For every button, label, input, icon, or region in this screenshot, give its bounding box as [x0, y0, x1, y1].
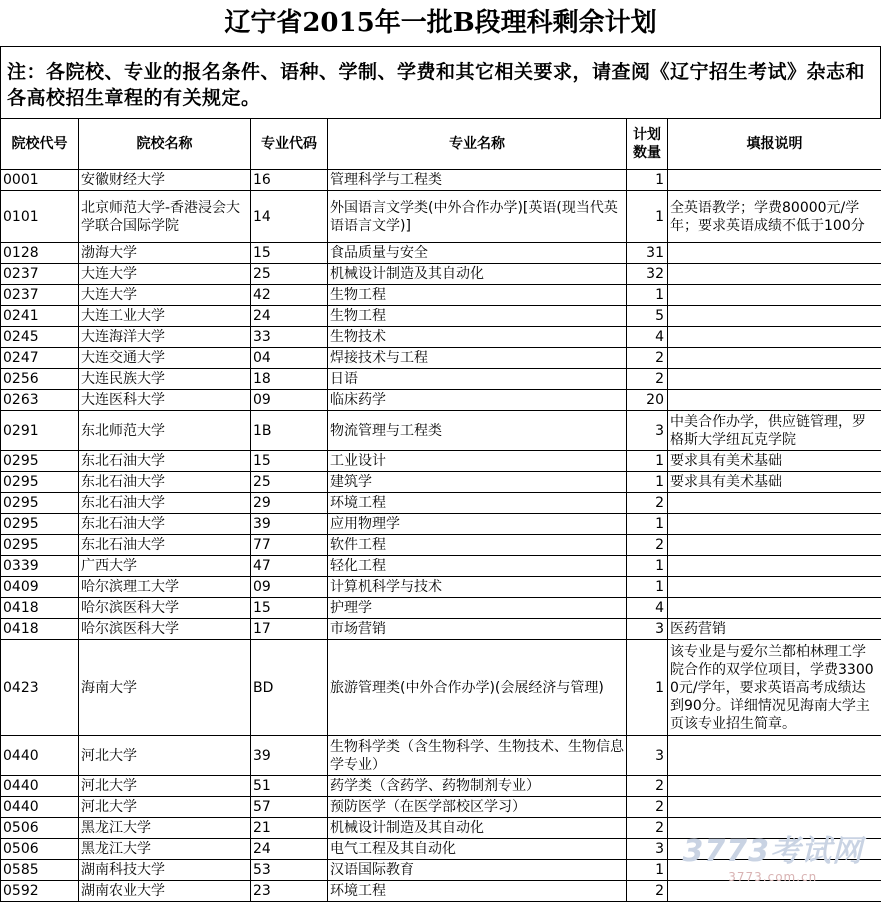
remaining-plan-table — [0, 118, 881, 902]
cell-notes — [668, 736, 881, 776]
cell-major-name: 预防医学（在医学部校区学习） — [328, 797, 627, 818]
cell-major-name: 机械设计制造及其自动化 — [328, 818, 627, 839]
cell-school-name: 大连交通大学 — [79, 348, 251, 369]
header-major-name: 专业名称 — [328, 119, 627, 170]
cell-plan-count: 1 — [627, 640, 668, 736]
cell-school-name: 哈尔滨理工大学 — [79, 577, 251, 598]
cell-major-code: 15 — [251, 451, 328, 472]
cell-major-name: 药学类（含药学、药物制剂专业） — [328, 776, 627, 797]
cell-school-code: 0263 — [1, 390, 79, 411]
cell-school-name: 东北石油大学 — [79, 514, 251, 535]
cell-school-name: 北京师范大学-香港浸会大学联合国际学院 — [79, 191, 251, 243]
cell-plan-count: 31 — [627, 243, 668, 264]
cell-major-name: 临床药学 — [328, 390, 627, 411]
cell-major-name: 计算机科学与技术 — [328, 577, 627, 598]
cell-major-name: 市场营销 — [328, 619, 627, 640]
table-row — [1, 306, 881, 327]
table-row — [1, 348, 881, 369]
cell-major-name: 旅游管理类(中外合作办学)(会展经济与管理) — [328, 640, 627, 736]
cell-school-code: 0418 — [1, 598, 79, 619]
cell-major-code: 1B — [251, 411, 328, 451]
cell-school-name: 河北大学 — [79, 797, 251, 818]
cell-plan-count: 1 — [627, 472, 668, 493]
cell-major-code: BD — [251, 640, 328, 736]
cell-notes — [668, 776, 881, 797]
table-row — [1, 797, 881, 818]
cell-school-name: 黑龙江大学 — [79, 818, 251, 839]
cell-plan-count: 1 — [627, 860, 668, 881]
cell-school-code: 0101 — [1, 191, 79, 243]
cell-school-code: 0291 — [1, 411, 79, 451]
table-row — [1, 390, 881, 411]
cell-school-code: 0295 — [1, 535, 79, 556]
table-row — [1, 493, 881, 514]
cell-plan-count: 4 — [627, 598, 668, 619]
cell-notes — [668, 535, 881, 556]
cell-school-code: 0295 — [1, 514, 79, 535]
cell-major-code: 14 — [251, 191, 328, 243]
cell-notes: 该专业是与爱尔兰都柏林理工学院合作的双学位项目，学费33000元/学年，要求英语高考成绩达到90分。详细情况见海南大学主页该专业招生简章。 — [668, 640, 881, 736]
cell-plan-count: 2 — [627, 535, 668, 556]
cell-major-name: 机械设计制造及其自动化 — [328, 264, 627, 285]
cell-major-code: 04 — [251, 348, 328, 369]
header-plan-count: 计划数量 — [627, 119, 668, 170]
cell-school-name: 东北石油大学 — [79, 451, 251, 472]
cell-major-code: 29 — [251, 493, 328, 514]
table-row — [1, 472, 881, 493]
cell-school-code: 0237 — [1, 264, 79, 285]
cell-school-name: 湖南科技大学 — [79, 860, 251, 881]
header-notes: 填报说明 — [668, 119, 881, 170]
cell-plan-count: 3 — [627, 411, 668, 451]
table-row — [1, 514, 881, 535]
table-row — [1, 598, 881, 619]
cell-major-code: 18 — [251, 369, 328, 390]
cell-school-name: 大连工业大学 — [79, 306, 251, 327]
cell-notes — [668, 598, 881, 619]
cell-major-name: 汉语国际教育 — [328, 860, 627, 881]
cell-plan-count: 2 — [627, 881, 668, 902]
cell-plan-count: 3 — [627, 736, 668, 776]
cell-major-name: 食品质量与安全 — [328, 243, 627, 264]
cell-notes — [668, 577, 881, 598]
cell-plan-count: 20 — [627, 390, 668, 411]
cell-notes — [668, 797, 881, 818]
cell-major-name: 生物技术 — [328, 327, 627, 348]
cell-school-code: 0247 — [1, 348, 79, 369]
cell-school-code: 0418 — [1, 619, 79, 640]
table-row — [1, 577, 881, 598]
cell-notes — [668, 493, 881, 514]
cell-school-name: 东北石油大学 — [79, 493, 251, 514]
notice-text: 注：各院校、专业的报名条件、语种、学制、学费和其它相关要求，请查阅《辽宁招生考试》杂志和各高校招生章程的有关规定。 — [0, 46, 881, 118]
table-row — [1, 640, 881, 736]
table-row — [1, 619, 881, 640]
cell-notes — [668, 390, 881, 411]
table-row — [1, 191, 881, 243]
cell-school-name: 湖南农业大学 — [79, 881, 251, 902]
cell-major-name: 生物工程 — [328, 285, 627, 306]
cell-major-name: 轻化工程 — [328, 556, 627, 577]
cell-major-code: 51 — [251, 776, 328, 797]
cell-plan-count: 2 — [627, 493, 668, 514]
cell-school-code: 0295 — [1, 451, 79, 472]
cell-major-code: 39 — [251, 736, 328, 776]
table-row — [1, 285, 881, 306]
cell-notes — [668, 327, 881, 348]
cell-school-code: 0241 — [1, 306, 79, 327]
cell-school-code: 0339 — [1, 556, 79, 577]
header-school-name: 院校名称 — [79, 119, 251, 170]
table-row — [1, 264, 881, 285]
cell-notes — [668, 285, 881, 306]
cell-major-code: 77 — [251, 535, 328, 556]
cell-school-name: 渤海大学 — [79, 243, 251, 264]
cell-plan-count: 4 — [627, 327, 668, 348]
cell-major-code: 24 — [251, 839, 328, 860]
watermark-main: 3773考试网 — [682, 834, 863, 869]
cell-school-code: 0295 — [1, 472, 79, 493]
cell-major-code: 25 — [251, 264, 328, 285]
cell-plan-count: 1 — [627, 577, 668, 598]
table-row — [1, 451, 881, 472]
cell-plan-count: 3 — [627, 839, 668, 860]
cell-school-name: 海南大学 — [79, 640, 251, 736]
cell-plan-count: 3 — [627, 619, 668, 640]
cell-major-name: 环境工程 — [328, 881, 627, 902]
cell-school-code: 0423 — [1, 640, 79, 736]
cell-school-name: 广西大学 — [79, 556, 251, 577]
cell-major-name: 生物工程 — [328, 306, 627, 327]
site-watermark-logo — [683, 826, 864, 884]
page-title: 辽宁省2015年一批B段理科剩余计划 — [224, 8, 657, 38]
cell-notes: 全英语教学；学费80000元/学年；要求英语成绩不低于100分 — [668, 191, 881, 243]
cell-school-name: 河北大学 — [79, 736, 251, 776]
cell-school-code: 0256 — [1, 369, 79, 390]
cell-major-code: 21 — [251, 818, 328, 839]
cell-major-name: 物流管理与工程类 — [328, 411, 627, 451]
cell-major-name: 生物科学类（含生物科学、生物技术、生物信息学专业） — [328, 736, 627, 776]
cell-major-code: 24 — [251, 306, 328, 327]
cell-plan-count: 2 — [627, 776, 668, 797]
cell-major-code: 23 — [251, 881, 328, 902]
cell-school-code: 0585 — [1, 860, 79, 881]
cell-plan-count: 2 — [627, 797, 668, 818]
cell-notes — [668, 514, 881, 535]
cell-school-code: 0440 — [1, 797, 79, 818]
header-major-code: 专业代码 — [251, 119, 328, 170]
cell-notes: 医药营销 — [668, 619, 881, 640]
cell-plan-count: 2 — [627, 369, 668, 390]
cell-school-name: 哈尔滨医科大学 — [79, 619, 251, 640]
cell-school-code: 0001 — [1, 170, 79, 191]
cell-major-name: 环境工程 — [328, 493, 627, 514]
cell-major-name: 焊接技术与工程 — [328, 348, 627, 369]
table-row — [1, 556, 881, 577]
cell-major-code: 17 — [251, 619, 328, 640]
table-row — [1, 776, 881, 797]
cell-major-name: 电气工程及其自动化 — [328, 839, 627, 860]
cell-school-name: 东北师范大学 — [79, 411, 251, 451]
cell-school-name: 大连大学 — [79, 285, 251, 306]
cell-school-name: 大连大学 — [79, 264, 251, 285]
cell-school-name: 东北石油大学 — [79, 535, 251, 556]
cell-notes — [668, 306, 881, 327]
cell-plan-count: 1 — [627, 556, 668, 577]
cell-school-code: 0128 — [1, 243, 79, 264]
cell-notes — [668, 170, 881, 191]
cell-major-code: 15 — [251, 598, 328, 619]
cell-plan-count: 1 — [627, 170, 668, 191]
cell-major-code: 39 — [251, 514, 328, 535]
cell-major-code: 57 — [251, 797, 328, 818]
cell-plan-count: 1 — [627, 451, 668, 472]
cell-plan-count: 2 — [627, 348, 668, 369]
cell-school-code: 0245 — [1, 327, 79, 348]
cell-school-name: 大连医科大学 — [79, 390, 251, 411]
cell-notes: 中美合作办学，供应链管理，罗格斯大学纽瓦克学院 — [668, 411, 881, 451]
cell-major-code: 15 — [251, 243, 328, 264]
cell-school-code: 0440 — [1, 776, 79, 797]
cell-plan-count: 2 — [627, 818, 668, 839]
cell-plan-count: 5 — [627, 306, 668, 327]
table-row — [1, 170, 881, 191]
cell-school-code: 0506 — [1, 839, 79, 860]
cell-major-code: 09 — [251, 577, 328, 598]
cell-notes: 要求具有美术基础 — [668, 472, 881, 493]
cell-school-code: 0237 — [1, 285, 79, 306]
cell-school-name: 哈尔滨医科大学 — [79, 598, 251, 619]
cell-notes — [668, 243, 881, 264]
cell-school-name: 河北大学 — [79, 776, 251, 797]
table-row — [1, 736, 881, 776]
cell-plan-count: 1 — [627, 514, 668, 535]
cell-major-code: 16 — [251, 170, 328, 191]
cell-notes — [668, 556, 881, 577]
cell-major-code: 53 — [251, 860, 328, 881]
table-row — [1, 243, 881, 264]
cell-school-code: 0440 — [1, 736, 79, 776]
table-row — [1, 411, 881, 451]
cell-plan-count: 32 — [627, 264, 668, 285]
cell-plan-count: 1 — [627, 191, 668, 243]
cell-school-name: 大连海洋大学 — [79, 327, 251, 348]
cell-school-name: 大连民族大学 — [79, 369, 251, 390]
cell-major-code: 47 — [251, 556, 328, 577]
cell-major-name: 软件工程 — [328, 535, 627, 556]
watermark-sub: 3773.com.cn — [728, 870, 818, 884]
cell-notes: 要求具有美术基础 — [668, 451, 881, 472]
cell-major-name: 应用物理学 — [328, 514, 627, 535]
cell-major-code: 25 — [251, 472, 328, 493]
cell-major-name: 护理学 — [328, 598, 627, 619]
cell-school-code: 0409 — [1, 577, 79, 598]
cell-major-name: 日语 — [328, 369, 627, 390]
cell-major-name: 建筑学 — [328, 472, 627, 493]
table-header-row — [1, 119, 881, 170]
cell-school-name: 安徽财经大学 — [79, 170, 251, 191]
header-school-code: 院校代号 — [1, 119, 79, 170]
cell-notes — [668, 348, 881, 369]
cell-notes — [668, 369, 881, 390]
cell-major-name: 管理科学与工程类 — [328, 170, 627, 191]
table-row — [1, 327, 881, 348]
table-row — [1, 535, 881, 556]
cell-major-name: 外国语言文学类(中外合作办学)[英语(现当代英语语言文学)] — [328, 191, 627, 243]
cell-school-name: 东北石油大学 — [79, 472, 251, 493]
cell-major-code: 42 — [251, 285, 328, 306]
cell-school-code: 0506 — [1, 818, 79, 839]
cell-school-name: 黑龙江大学 — [79, 839, 251, 860]
cell-major-code: 09 — [251, 390, 328, 411]
cell-notes — [668, 264, 881, 285]
cell-school-code: 0592 — [1, 881, 79, 902]
table-row — [1, 369, 881, 390]
cell-school-code: 0295 — [1, 493, 79, 514]
cell-major-name: 工业设计 — [328, 451, 627, 472]
cell-major-code: 33 — [251, 327, 328, 348]
cell-plan-count: 1 — [627, 285, 668, 306]
